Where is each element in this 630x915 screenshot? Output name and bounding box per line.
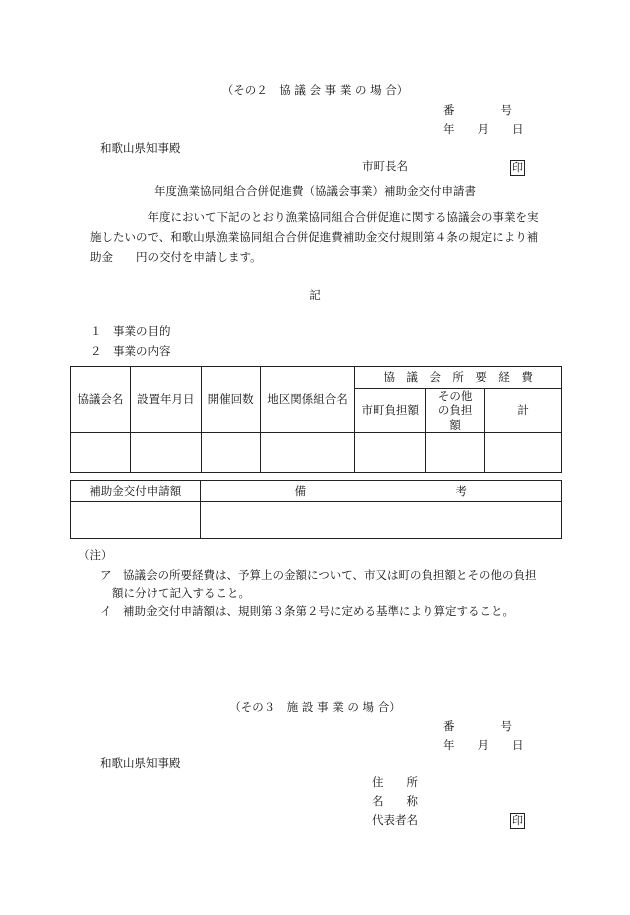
addressee: 和歌山県知事殿 [100, 141, 181, 155]
organization-name-label: 名 称 [372, 794, 418, 808]
cell-established-date[interactable] [130, 433, 201, 473]
addressee: 和歌山県知事殿 [100, 756, 181, 770]
cell-meeting-count[interactable] [201, 433, 260, 473]
header-established-date: 設置年月日 [130, 367, 201, 433]
address-label: 住 所 [372, 775, 418, 789]
applicant-name-label: 市町長名 [362, 159, 408, 173]
table-row [71, 433, 562, 473]
body-line: 施したいので、和歌山県漁業協同組合合併促進費補助金交付規則第４条の規定により補 [90, 230, 539, 244]
seal-box [510, 813, 525, 829]
header-remarks: 備 考 [200, 481, 561, 502]
cell-total[interactable] [485, 433, 562, 473]
note-i: イ 補助金交付申請額は、規則第３条第２号に定める基準により算定すること。 [100, 604, 514, 618]
project-content-table [70, 366, 562, 473]
item-purpose: １ 事業の目的 [90, 324, 171, 338]
section3-heading: （その３ 施 設 事 業 の 場 合） [229, 700, 401, 714]
document-number-label: 番 号 [443, 103, 512, 117]
cell-remarks[interactable] [200, 502, 561, 539]
subsidy-remarks-table [70, 480, 562, 539]
document-title: 年度漁業協同組合合併促進費（協議会事業）補助金交付申請書 [154, 184, 476, 198]
body-line: 助金 円の交付を申請します。 [90, 250, 262, 264]
cell-municipal-share[interactable] [355, 433, 426, 473]
cell-subsidy-amount[interactable] [71, 502, 201, 539]
seal-mark: 印 [512, 814, 523, 827]
header-other-share: その他の負担額 [426, 389, 485, 433]
header-municipal-share: 市町負担額 [355, 389, 426, 433]
table-row [71, 502, 562, 539]
seal-box [510, 160, 525, 176]
cell-council-name[interactable] [71, 433, 131, 473]
item-content: ２ 事業の内容 [90, 344, 171, 358]
note-a: ア 協議会の所要経費は、予算上の金額について、市又は町の負担額とその他の負担 [100, 568, 537, 582]
cell-district-unions[interactable] [260, 433, 355, 473]
document-date-label: 年 月 日 [443, 122, 524, 136]
representative-name-label: 代表者名 [372, 813, 418, 827]
notes-heading: （注） [78, 548, 113, 562]
application-body [90, 207, 552, 267]
header-council-name: 協議会名 [71, 367, 131, 433]
ki-heading: 記 [309, 288, 321, 302]
section2-heading: （その２ 協 議 会 事 業 の 場 合） [221, 83, 409, 97]
header-district-unions: 地区関係組合名 [260, 367, 355, 433]
cell-other-share[interactable] [426, 433, 485, 473]
header-meeting-count: 開催回数 [201, 367, 260, 433]
note-a-continued: 額に分けて記入すること。 [112, 586, 250, 600]
document-number-label: 番 号 [443, 719, 512, 733]
header-council-expenses: 協 議 会 所 要 経 費 [355, 367, 562, 389]
header-subsidy-amount: 補助金交付申請額 [71, 481, 201, 502]
body-line: 年度において下記のとおり漁業協同組合合併促進に関する協議会の事業を実 [90, 210, 539, 224]
document-date-label: 年 月 日 [443, 738, 524, 752]
seal-mark: 印 [512, 161, 523, 174]
header-total: 計 [485, 389, 562, 433]
